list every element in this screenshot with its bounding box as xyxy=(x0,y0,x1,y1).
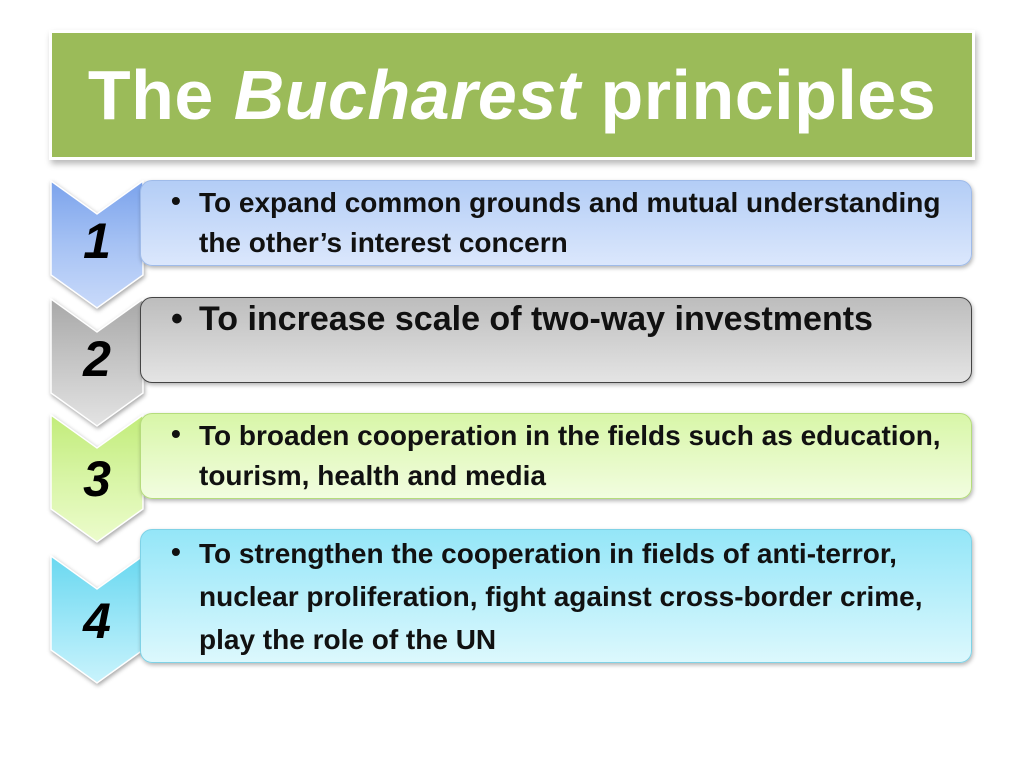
title-suffix: principles xyxy=(580,56,937,134)
principle-card-1 xyxy=(140,180,972,266)
principle-card-2 xyxy=(140,297,972,383)
title-emphasis: Bucharest xyxy=(233,56,581,134)
principle-card-3 xyxy=(140,413,972,499)
principle-text-3: • To broaden cooperation in the fields such as education, tourism, health and media xyxy=(171,414,959,496)
title-prefix: The xyxy=(87,56,234,134)
principle-text-2: • To increase scale of two-way investments xyxy=(171,298,959,340)
principle-number-2: 2 xyxy=(83,331,111,387)
slide-title xyxy=(88,55,936,135)
principle-number-1: 1 xyxy=(83,213,111,269)
principle-text-4: • To strengthen the cooperation in fields of anti-terror, nuclear proliferation, fight against cross-border crime, play the role of the UN xyxy=(171,530,959,661)
principle-card-4 xyxy=(140,529,972,663)
title-banner xyxy=(52,33,972,157)
principle-text-1: • To expand common grounds and mutual understanding the other’s interest concern xyxy=(171,181,959,263)
principle-number-4: 4 xyxy=(83,593,111,649)
principle-number-3: 3 xyxy=(83,451,111,507)
